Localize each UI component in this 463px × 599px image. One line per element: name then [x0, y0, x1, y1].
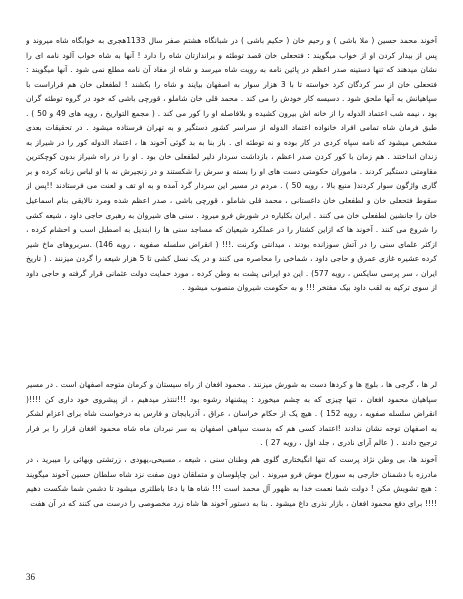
document-page: [26, 34, 437, 554]
paragraph-1: آخوند محمد حسین ( ملا باشی ) و رحیم خان ( حکیم باشی ) در شبانگاه هشتم صفر سال 1133هجری به خوابگاه شاه میروند و پس از بیدار کردن او از خواب میگویند : فتحعلی خان قصد توطئه و براندازتان شاه را دارد ! آنها به شاه خواب آلود نامه ای را نشان میدهند که تنها دستینه صدر اعظم در پائین نامه به رویت شاه میرسد و شاه از مفاد آن نامه مطلع نمی شود . آنها میگویند : فتحعلی خان از سر کردگان کرد خواسته تا با 3 هزار سوار به اصفهان بیایند و شاه را بکشند ! لطفعلی خان هم قراراست با سپاهیانش به آنها ملحق شود . دسیسه کار خودش را می کند . محمد قلی خان شاملو ، قورچی باشی که خود در گروه توطئه گران بود ، نیمه شب اعتماد الدوله را از خانه اش بیرون کشیده و بلافاصله او را کور می کند . ( مجمع التواریخ ، رویه های 49 و 50 ) . طبق فرمان شاه تمامی افراد خانواده اعتماد الدوله از سراسر کشور دستگیر و به تهران فرستاده میشود . در تحقیقات بعدی مشخص میشود که نامه سپاه کردی در کار بوده و نه توطئه ای . باز بنا به بد گوئی آخوند ها ، اعتماد الدوله کور را در شیراز به زندان انداختند . هم زمان با کور کردن صدر اعظم ، بازداشت سردار دلیر لطفعلی خان بود . او را در راه شیراز بدون کوچکترین مقاومتی دستگیر کردند . ماموران حکومتی دست های او را بسته و سرش را شکستند و در زنجیرش نه با او لباس زنانه کرده و بر گاری واژگون سوار کردند( منبع بالا ، رویه 50 ) . مردم در مسیر این سردار گرد آمده و به او تف و لعنت می فرستادند !!پس از سقوط فتحعلی خان و لطفعلی خان داغستانی ، محمد قلی شاملو ، قورچی باشی ، صدر اعظم شده ومرد نالایقی بنام اسماعیل خان را جانشین لطفعلی خان می کنند . ایران بکلیاره در شورش فرو میرود . سنی های شیروان به رهبری حاجی داود ، شیعه کشی را شروع می کنند . آخوند ها که ازاین کشتار را در عملکرد شیعیان که مساجد سنی ها را ابندیل به اصطبل اسب و احشام کرده ، ازکثر علمای سنی را در آتش سوزانده بودند ، میدانتی وکرنت .!!! ( انقراض سلسله صفویه ، رویه 146) .سربروهای ماخ شیر کرده عشیره غازی عمرق و حاجی داود ، شماخی را محاصره می کنند و در یک نسل کشی تا 5 هزار شیعه را گردن میزنند . ( تاریخ ایران ، سر پرسی سایکس ، رویه 577) . این دو ایرانی پشت به وطن کرده ، مورد حمایت دولت عثمانی قرار گرفته و حاجی داود از سوی ترکیه به لقب داود بیک مفتخر !!! و به حکومت شیروان منصوب میشود .: [26, 36, 437, 293]
paragraph-2: لر ها ، گرجی ها ، بلوچ ها و کردها دست به شورش میزنند . محمود افغان از راه سیستان و کرمان متوجه اصفهان است . در مسیر سپاهیان محمود افغان ، تنها چیزی که به چشم میخورد : پیشنهاد رشوه بود !!!تنتذر میدهیم ، از پیشروی خود داری کن !!!!( انقراض سلسله صفویه ، رویه 152 ) . هیچ یک از حکام خراسان ، عراق ، آذربایجان و فارس به درخواست شاه برای اعزام لشکر به اصفهان توجه نشان ندادند !اعتماد کسی هم که بدست سپاهی اصفهان به سر نبردان ماه شاه محمود افغان قرار را بر فرار ترجیح دادند . ( عالم آرای نادری ، جلد اول ، رویه 27 ) .: [26, 380, 437, 448]
paragraph-3: آخوند ها، بی وطن نژاد پرست که تنها انگیختاری گلوی هم وطنان سنی ، شیعه ، مسیحی،یهودی ، زرتشتی وبهائی را میبرید ، در مادرزه با دشمنان خارجی به سوراخ موش فرو میروند . این چاپلوسان و متملقان دون صفت نزد شاه سلطان حسین آخوند میگویند : هیچ تشویش مکن ! دولت شما نعمت خدا به ظهور آل محمد است !!! شاه ها با دعا باطلتری میشود تا دشمن شما شکست دهیم !!!! برای دفع محمود افغان ، بازار نذری داغ میشود . بنا به دستور آخوند ها شاه زرد مخصوصی را درست می کنند که در آن هفت: [26, 455, 437, 508]
page-number: 36: [26, 572, 35, 582]
